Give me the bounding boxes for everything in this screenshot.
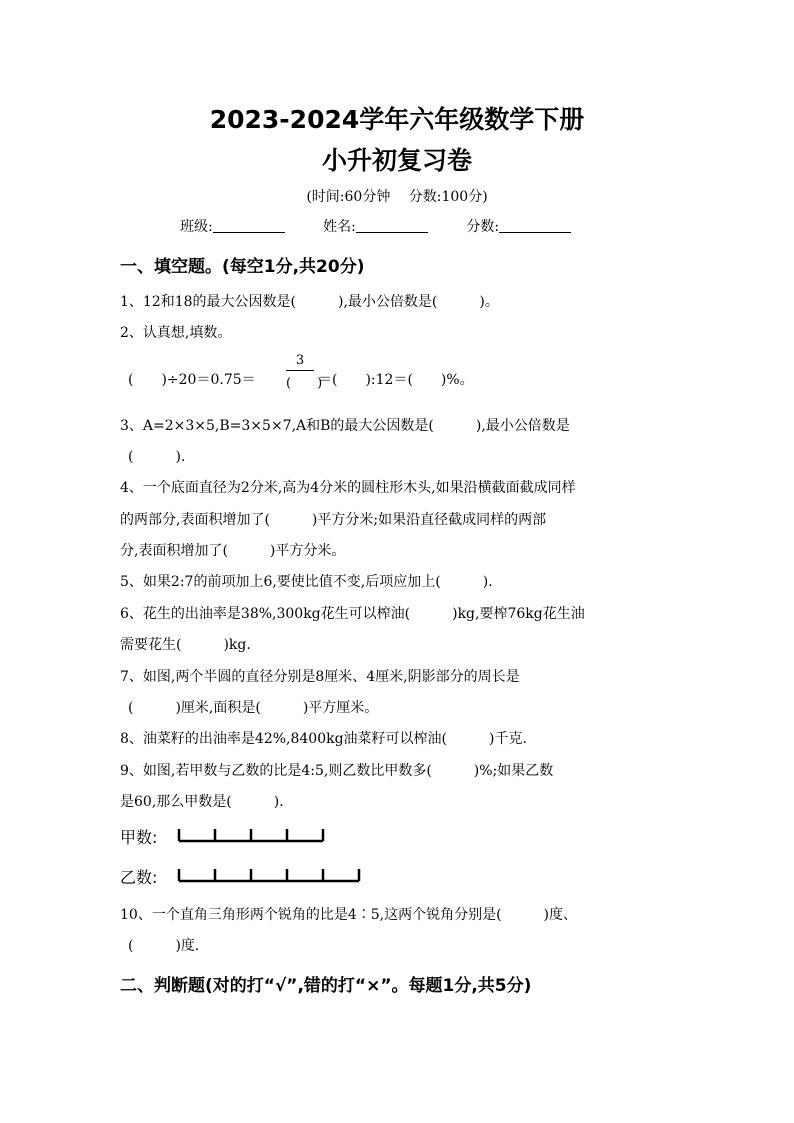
question-7-line1: 7、如图,两个半圆的直径分别是8厘米、4厘米,阴影部分的周长是 [120, 669, 520, 685]
section2-heading: 二、判断题(对的打“√”,错的打“×”。每题1分,共5分) [120, 976, 532, 996]
question-1: 1、12和18的最大公因数是( ),最小公倍数是( )。 [120, 294, 499, 310]
question-4-line1: 4、一个底面直径为2分米,高为4分米的圆柱形木头,如果沿横截面截成同样 [120, 480, 576, 496]
question-4-line3: 分,表面积增加了( )平方分米。 [120, 543, 346, 559]
name-label: 姓名: [323, 219, 356, 235]
bar-b-label: 乙数: [120, 868, 158, 887]
score-label: 分数: [466, 219, 500, 235]
question-10-line2: ( )度. [128, 938, 200, 954]
fraction-denominator: ( ) [286, 376, 323, 391]
question-4-line2: 的两部分,表面积增加了( )平方分米;如果沿直径截成同样的两部 [120, 512, 547, 528]
question-2-fraction [286, 353, 323, 391]
question-3-line1: 3、A=2×3×5,B=3×5×7,A和B的最大公因数是( ),最小公倍数是 [120, 418, 570, 434]
question-7-line2: ( )厘米,面积是( )平方厘米。 [128, 700, 379, 716]
question-3-line2: ( ). [128, 449, 186, 465]
fraction-numerator: 3 [286, 353, 314, 371]
question-6-line2: 需要花生( )kg. [120, 637, 251, 653]
name-blank [356, 218, 428, 233]
student-info-row [180, 216, 605, 236]
exam-title: 2023-2024学年六年级数学下册 [209, 105, 585, 134]
exam-time-score: (时间:60分钟 分数:100分) [306, 189, 488, 205]
question-9-line2: 是60,那么甲数是( ). [120, 794, 284, 810]
exam-subtitle: 小升初复习卷 [321, 146, 472, 175]
bar-b-diagram [176, 866, 376, 886]
question-6-line1: 6、花生的出油率是38%,300kg花生可以榨油( )kg,要榨76kg花生油 [120, 606, 585, 622]
class-blank [213, 218, 285, 233]
question-10-line1: 10、一个直角三角形两个锐角的比是4∶5,这两个锐角分别是( )度、 [120, 907, 578, 923]
section1-heading: 一、填空题。(每空1分,共20分) [120, 257, 365, 277]
question-9-line1: 9、如图,若甲数与乙数的比是4:5,则乙数比甲数多( )%;如果乙数 [120, 763, 554, 779]
bar-a-diagram [176, 826, 336, 846]
question-5: 5、如果2:7的前项加上6,要使比值不变,后项应加上( ). [120, 574, 493, 590]
question-2-equation-left: ( )÷20＝0.75＝ [128, 372, 256, 388]
question-2-equation-right: ＝( ):12＝( )%。 [318, 372, 474, 388]
score-blank [499, 218, 571, 233]
class-label: 班级: [180, 219, 213, 235]
question-2: 2、认真想,填数。 [120, 325, 232, 341]
bar-a-label: 甲数: [120, 828, 158, 847]
question-8: 8、油菜籽的出油率是42%,8400kg油菜籽可以榨油( )千克. [120, 731, 527, 747]
